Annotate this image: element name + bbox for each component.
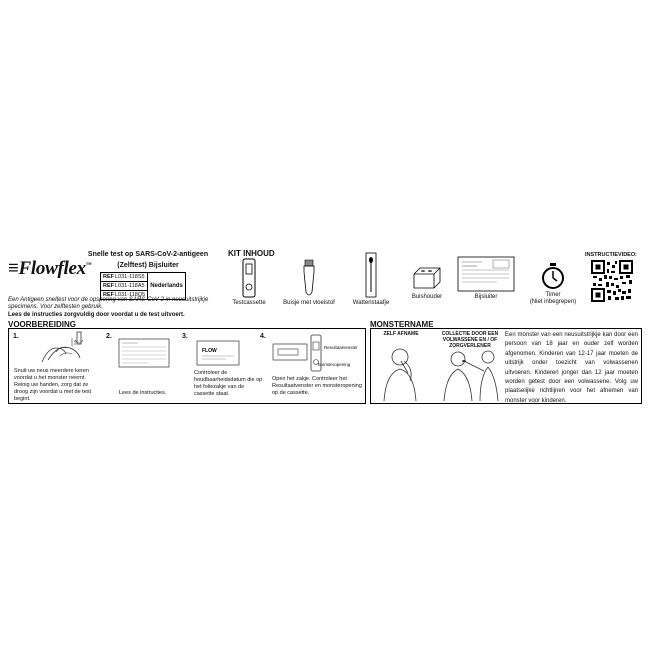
ref-table — [100, 272, 186, 300]
ref-code: L031-118S5 — [114, 273, 148, 282]
sampling-title: MONSTERNAME — [370, 320, 434, 329]
self-sampling-label: ZELF AFNAME — [383, 331, 419, 337]
language-label: Nederlands — [148, 273, 186, 300]
kit-item-label: Buisje met vloeistof — [283, 300, 335, 306]
kit-item-label: Timer — [545, 292, 561, 298]
qr-code-icon[interactable] — [591, 260, 633, 302]
step-text: Open het zakje. Controleer het Resultaatvenster en monsteropening op de cassette. — [272, 376, 362, 396]
flowflex-logo — [8, 258, 92, 280]
tube-holder-icon — [412, 262, 442, 292]
test-cassette-icon — [242, 258, 256, 298]
adult-swabbing-person-icon — [440, 345, 502, 401]
kit-item-timer — [528, 262, 578, 306]
ref-label: REF — [101, 273, 115, 282]
instructions-leaflet-icon — [118, 338, 170, 368]
title-line-1: Snelle test op SARS-CoV-2-antigeen — [87, 251, 209, 258]
svg-text:FLOW: FLOW — [202, 348, 217, 354]
kit-item-tube — [278, 258, 340, 307]
step-text: Lees de instructies. — [119, 390, 167, 396]
step-number: 1. — [13, 333, 19, 340]
kit-item-note: (Niet inbegrepen) — [529, 299, 577, 305]
kit-item-label: Testcassette — [232, 300, 266, 306]
qr-label: INSTRUCTIEVIDEO: — [585, 252, 637, 258]
ref-code: L031-118A5 — [114, 282, 148, 291]
tube-icon — [301, 258, 317, 298]
step-number: 2. — [106, 333, 112, 340]
kit-title: KIT INHOUD — [228, 249, 275, 258]
sampling-text: Een monster van een neusuitstrijkje kan door een persoon van 18 jaar en ouder zelf worden afgenomen. Kinderen van 12-17 jaar moeten de uitstrijk onder toezicht van volwassenen uitvoeren. Kinderen jonger dan 12 jaar moeten worden getest door een volwassene. Volg uw plaatselijke richtlijnen voor het afnemen van monster voor kinderen. — [505, 332, 638, 404]
swab-icon — [364, 252, 378, 298]
intro-text: Een Antigeen sneltest voor de opsporing van SARS-CoV-2 in neusuitstrijkje specimens. Voor zelftesten gebruik. — [8, 297, 209, 310]
warning-text: Lees de instructies zorgvuldig door voordat u de test uitvoert. — [8, 312, 185, 318]
step-text: Controleer de houdbaarheidsdatum die op het foliezakje van de cassette staat. — [194, 370, 263, 397]
callout-result-window: Resultaatvenster — [324, 345, 358, 350]
trademark: ™ — [85, 262, 92, 269]
kit-item-leaflet — [455, 256, 517, 301]
leaflet-icon — [457, 256, 515, 292]
ref-label: REF — [101, 282, 115, 291]
kit-item-swab — [346, 252, 396, 307]
kit-item-label: Bijsluiter — [474, 294, 498, 300]
step-number: 3. — [182, 333, 188, 340]
brand-name: Flowflex — [18, 258, 86, 279]
kit-item-label: Wattenstaafje — [352, 300, 390, 306]
open-pouch-icon — [272, 342, 308, 362]
kit-item-tube-holder — [404, 262, 450, 301]
assisted-sampling-label: COLLECTIE DOOR EEN VOLWASSENE EN / OF ZORGVERLENER — [441, 331, 499, 349]
nose-blowing-icon — [70, 330, 94, 354]
self-swab-person-icon — [380, 345, 426, 401]
foil-pouch-icon — [196, 340, 240, 366]
ref-label: REF — [101, 291, 115, 300]
preparation-title: VOORBEREIDING — [8, 320, 77, 329]
step-text: Snuit uw neus meerdere keren voordat u het monster neemt. Reinig uw handen, zorg dat ze droog zijn voordat u met de test begint. — [14, 368, 92, 402]
logo-mark-icon: ≡ — [8, 258, 19, 279]
kit-item-label: Buishouder — [411, 294, 443, 300]
kit-item-test-cassette — [224, 258, 274, 307]
document-title — [80, 249, 216, 271]
callout-sample-opening: Monsteropening — [318, 362, 351, 367]
title-line-2: (Zelftest) Bijsluiter — [117, 262, 179, 269]
timer-icon — [540, 262, 566, 290]
step-number: 4. — [260, 333, 266, 340]
ref-code: L031-118Q5 — [114, 291, 148, 300]
